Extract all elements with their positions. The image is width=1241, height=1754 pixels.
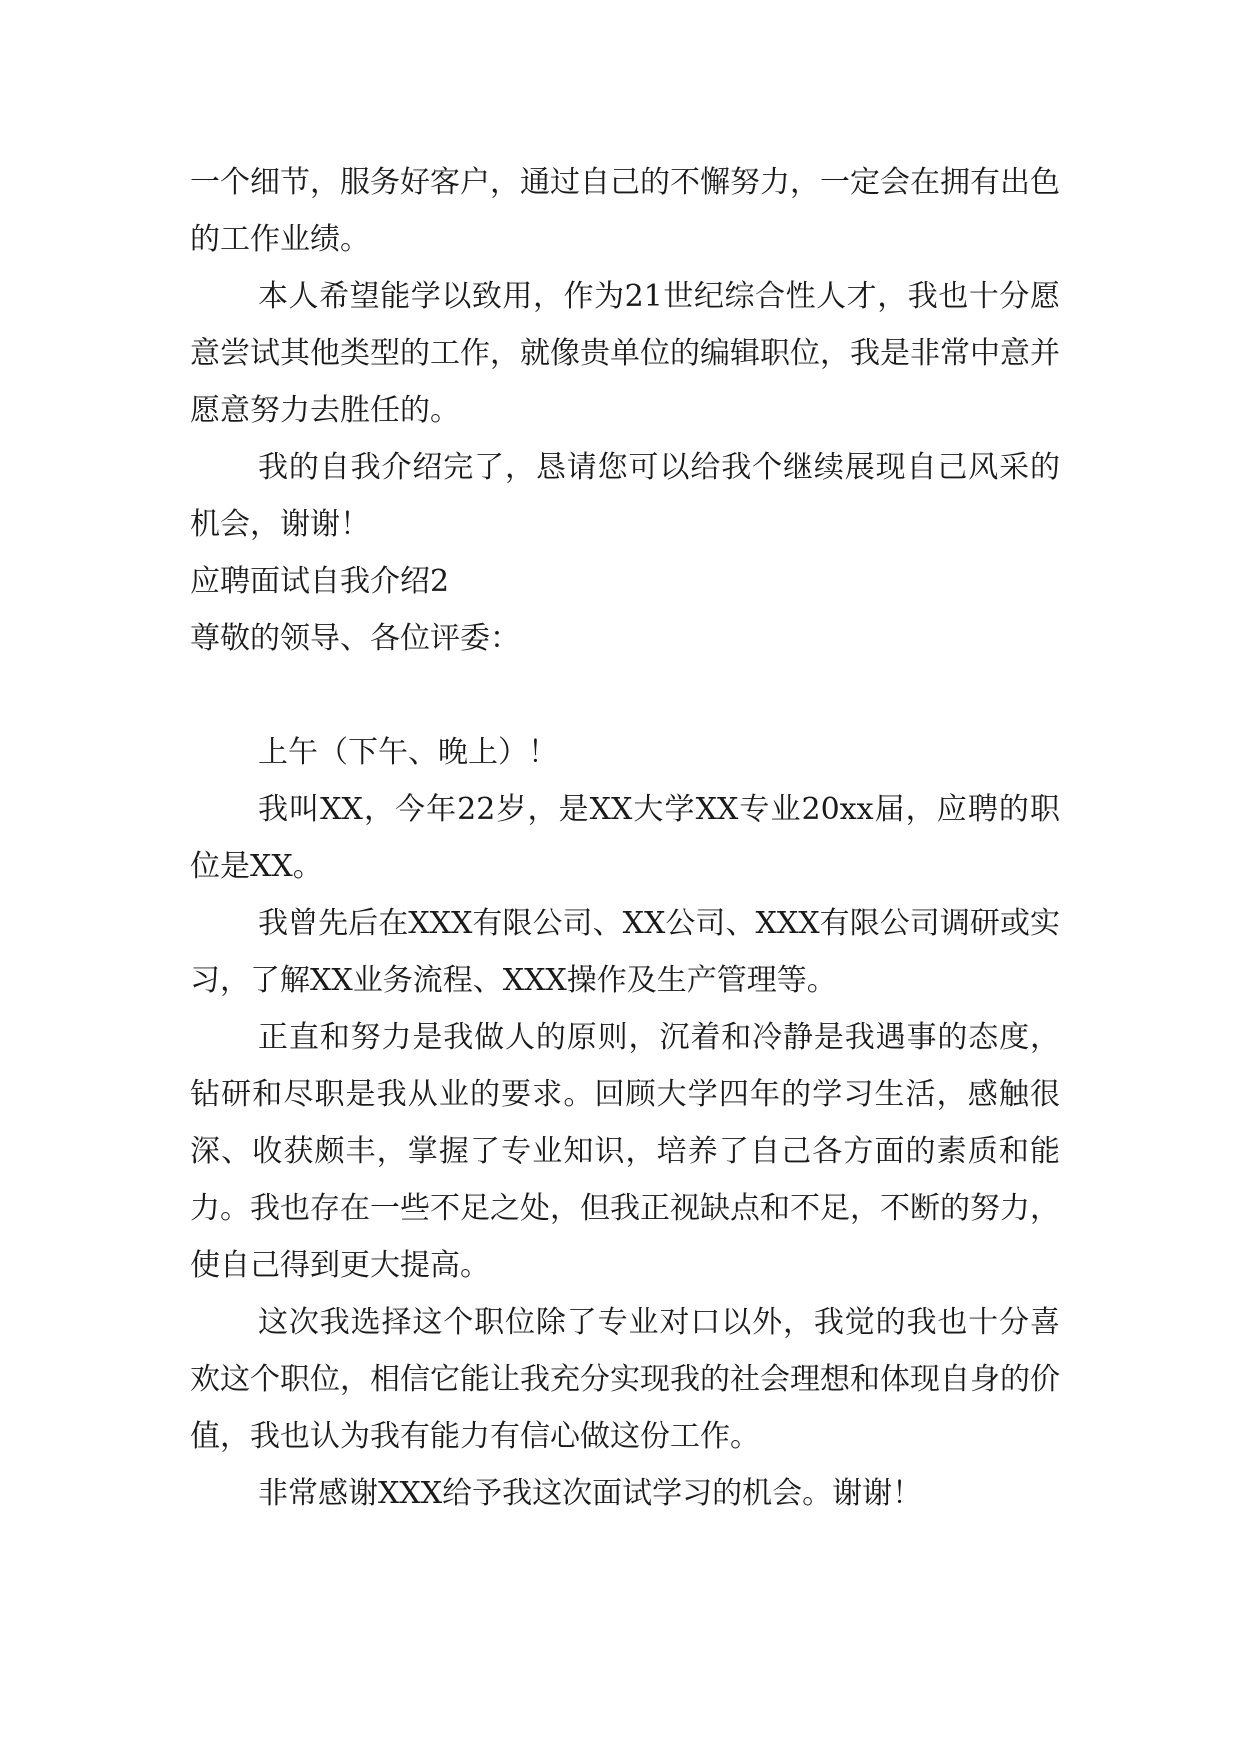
paragraph-motivation: 这次我选择这个职位除了专业对口以外，我觉的我也十分喜欢这个职位，相信它能让我充分实现我的社会理想和体现自身的价值，我也认为我有能力有信心做这份工作。 [190, 1305, 1060, 1454]
section-heading: 应聘面试自我介绍2 [190, 564, 450, 599]
document-page [190, 154, 1060, 1522]
paragraph-thanks: 非常感谢XXX给予我这次面试学习的机会。谢谢！ [258, 1476, 923, 1511]
paragraph-continuation: 一个细节，服务好客户，通过自己的不懈努力，一定会在拥有出色的工作业绩。 [190, 165, 1060, 257]
salutation: 尊敬的领导、各位评委： [190, 621, 520, 656]
paragraph-character: 正直和努力是我做人的原则，沉着和冷静是我遇事的态度，钻研和尽职是我从业的要求。回顾大学四年的学习生活，感触很深、收获颇丰，掌握了专业知识，培养了自己各方面的素质和能力。我也存在一些不足之处，但我正视缺点和不足，不断的努力，使自己得到更大提高。 [190, 1020, 1060, 1283]
paragraph-hope: 本人希望能学以致用，作为21世纪综合性人才，我也十分愿意尝试其他类型的工作，就像贵单位的编辑职位，我是非常中意并愿意努力去胜任的。 [190, 279, 1060, 428]
paragraph-experience: 我曾先后在XXX有限公司、XX公司、XXX有限公司调研或实习，了解XX业务流程、XXX操作及生产管理等。 [190, 906, 1060, 998]
paragraph-intro: 我叫XX，今年22岁，是XX大学XX专业20xx届，应聘的职位是XX。 [190, 792, 1060, 884]
greeting: 上午（下午、晚上）！ [258, 735, 558, 770]
blank-line [190, 667, 1060, 724]
paragraph-closing-1: 我的自我介绍完了，恳请您可以给我个继续展现自己风采的机会，谢谢！ [190, 450, 1060, 542]
